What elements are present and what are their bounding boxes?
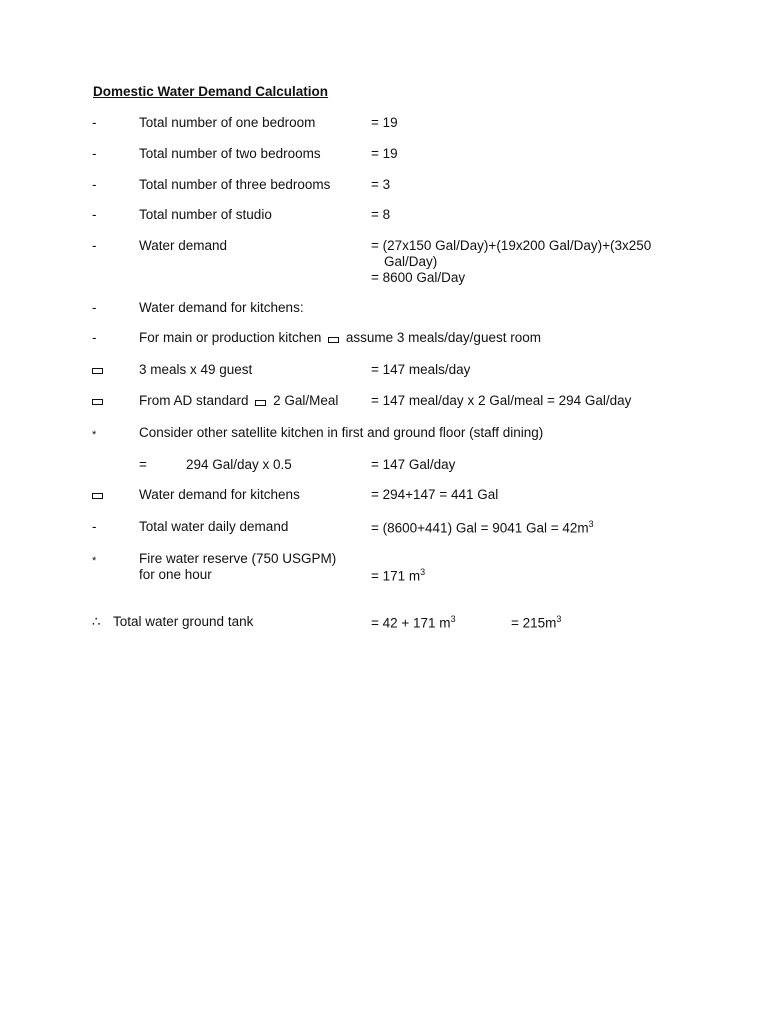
dash-bullet: - xyxy=(92,146,97,161)
list-item xyxy=(0,425,768,443)
item-label: Total water ground tank xyxy=(113,614,254,629)
list-item xyxy=(0,487,768,505)
arrow-box-icon xyxy=(92,493,103,499)
item-label: Total number of two bedrooms xyxy=(139,146,321,161)
list-item xyxy=(0,614,768,632)
item-value: = 19 xyxy=(371,115,398,130)
item-label: 294 Gal/day x 0.5 xyxy=(186,457,292,472)
list-item xyxy=(0,330,768,348)
item-value: = 147 Gal/day xyxy=(371,457,456,472)
item-label: for one hour xyxy=(139,567,212,582)
item-label-part: 2 Gal/Meal xyxy=(273,393,339,408)
dash-bullet: - xyxy=(92,330,97,345)
dash-bullet: - xyxy=(92,115,97,130)
item-label: Consider other satellite kitchen in first and ground floor (staff dining) xyxy=(139,425,544,440)
list-item xyxy=(0,300,768,318)
arrow-box-icon xyxy=(92,368,103,374)
list-item xyxy=(0,362,768,380)
item-value: Gal/Day) xyxy=(384,254,438,269)
item-value-text: = 42 + 171 m xyxy=(371,615,451,631)
item-value: = (27x150 Gal/Day)+(19x200 Gal/Day)+(3x250 xyxy=(371,238,652,253)
item-label xyxy=(139,330,541,345)
arrow-box-icon xyxy=(255,400,266,406)
arrow-box-icon xyxy=(328,337,339,343)
superscript: 3 xyxy=(588,519,594,529)
item-label: 3 meals x 49 guest xyxy=(139,362,253,377)
star-bullet: * xyxy=(92,555,97,567)
item-label: Fire water reserve (750 USGPM) xyxy=(139,551,337,566)
item-value: = 147 meals/day xyxy=(371,362,471,377)
item-value: = 3 xyxy=(371,177,391,192)
list-item xyxy=(0,519,768,537)
item-label: Water demand xyxy=(139,238,228,253)
item-value xyxy=(371,519,594,536)
item-label: Total water daily demand xyxy=(139,519,289,534)
box-bullet xyxy=(92,487,103,502)
list-item xyxy=(0,207,768,225)
therefore-symbol: ∴ xyxy=(92,614,101,629)
item-label: Water demand for kitchens: xyxy=(139,300,304,315)
superscript: 3 xyxy=(420,567,426,577)
item-label: Water demand for kitchens xyxy=(139,487,300,502)
item-value-text: = 215m xyxy=(511,615,557,631)
item-value: = 19 xyxy=(371,146,398,161)
item-value-text: = (8600+441) Gal = 9041 Gal = 42m xyxy=(371,520,589,536)
item-label-part: assume 3 meals/day/guest room xyxy=(345,330,541,345)
item-value: = 147 meal/day x 2 Gal/meal = 294 Gal/day xyxy=(371,393,632,408)
list-item xyxy=(0,115,768,133)
list-item xyxy=(0,393,768,411)
dash-bullet: - xyxy=(92,519,97,534)
page-title: Domestic Water Demand Calculation xyxy=(93,84,329,99)
item-value-total xyxy=(511,614,561,631)
dash-bullet: - xyxy=(92,300,97,315)
item-value: = 8600 Gal/Day xyxy=(371,270,466,285)
dash-bullet: - xyxy=(92,207,97,222)
list-item-continuation xyxy=(0,567,768,585)
box-bullet xyxy=(92,393,103,408)
list-item xyxy=(0,146,768,164)
item-value: = 8 xyxy=(371,207,391,222)
box-bullet xyxy=(92,362,103,377)
dash-bullet: - xyxy=(92,238,97,253)
item-value xyxy=(371,614,456,631)
item-label-part: For main or production kitchen xyxy=(139,330,322,345)
superscript: 3 xyxy=(450,614,456,624)
item-label xyxy=(139,393,338,408)
item-label: Total number of one bedroom xyxy=(139,115,316,130)
list-item xyxy=(0,457,768,475)
item-value-text: = 171 m xyxy=(371,568,421,584)
item-label-part: From AD standard xyxy=(139,393,249,408)
dash-bullet: - xyxy=(92,177,97,192)
item-label: Total number of three bedrooms xyxy=(139,177,331,192)
arrow-box-icon xyxy=(92,399,103,405)
list-item-continuation xyxy=(0,270,768,288)
equals-sign: = xyxy=(139,457,147,472)
list-item xyxy=(0,177,768,195)
star-bullet: * xyxy=(92,429,97,441)
item-label: Total number of studio xyxy=(139,207,272,222)
item-value: = 294+147 = 441 Gal xyxy=(371,487,499,502)
superscript: 3 xyxy=(556,614,562,624)
item-value xyxy=(371,567,425,584)
